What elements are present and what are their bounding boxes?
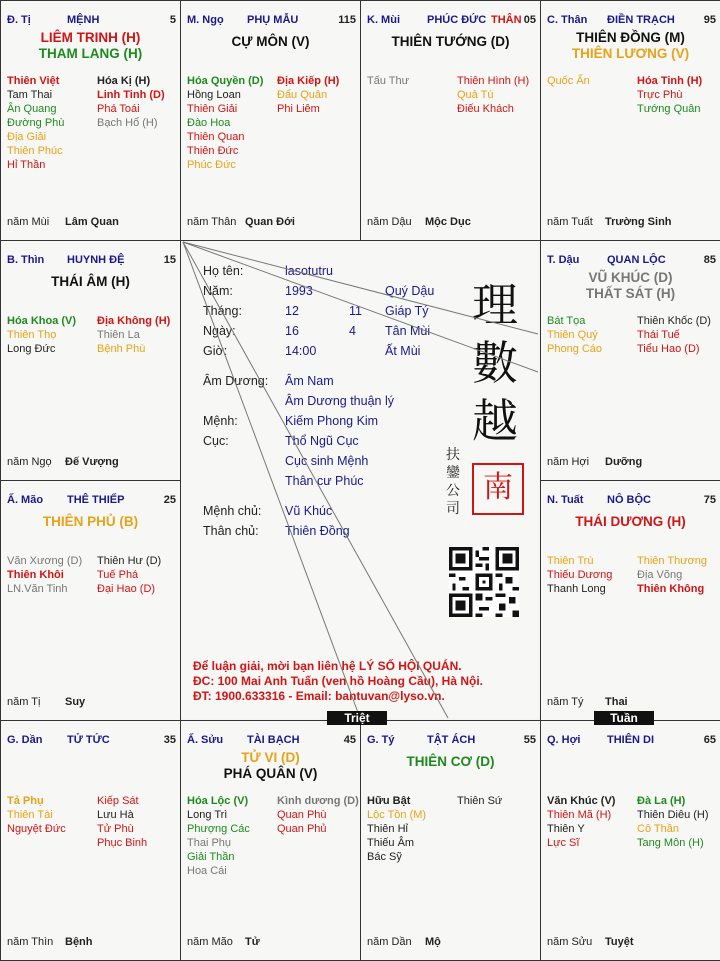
- star-item: Đẩu Quân: [277, 89, 328, 101]
- star-item: Thiên Quý: [547, 329, 598, 341]
- month-canchi: Giáp Tý: [385, 304, 429, 318]
- star-item: Văn Khúc (V): [547, 795, 616, 807]
- star-item: Hóa Lộc (V): [187, 795, 249, 807]
- year-canchi: Quý Dậu: [385, 284, 435, 298]
- star-item: Đại Hao (D): [97, 583, 156, 595]
- palace-number: 25: [163, 494, 176, 506]
- star-item: Thiên Hư (D): [97, 555, 162, 567]
- palace-year: năm Thân: [187, 216, 237, 228]
- contact-address: ĐC: 100 Mai Anh Tuấn (ven hồ Hoàng Cầu), Hà Nội.: [193, 674, 484, 688]
- star-item: Thiên La: [97, 329, 140, 341]
- palace-year: năm Mùi: [7, 216, 50, 228]
- main-star: PHÁ QUÂN (V): [223, 766, 318, 781]
- seal-char: 南: [483, 470, 513, 505]
- star-item: Quan Phù: [277, 809, 327, 821]
- palace-year: năm Sửu: [547, 936, 593, 948]
- star-item: Hóa Kị (H): [97, 75, 151, 87]
- palace-name: ĐIỀN TRẠCH: [607, 14, 675, 26]
- palace-number: 45: [343, 734, 356, 746]
- palace-year: năm Mão: [187, 936, 233, 948]
- menhchu-value: Vũ Khúc: [285, 504, 333, 518]
- label: Mệnh chủ:: [203, 504, 262, 518]
- star-item: Thiên Thương: [637, 555, 708, 567]
- palace-name: PHỤ MẪU: [247, 14, 299, 26]
- star-item: Hỉ Thần: [7, 159, 46, 171]
- palace-number: 5: [169, 14, 176, 26]
- palace-stage: Dưỡng: [605, 456, 643, 468]
- palace-branch: Ấ. Mão: [7, 494, 44, 506]
- star-item: Thiên Khốc (D): [637, 315, 711, 327]
- label: Năm:: [203, 284, 233, 298]
- palace-branch: G. Tý: [367, 734, 395, 746]
- star-item: Tiểu Hao (D): [637, 343, 700, 355]
- calli-char: 數: [472, 336, 518, 390]
- palace-year: năm Dần: [367, 936, 412, 948]
- star-item: Phượng Các: [187, 823, 250, 835]
- main-star: VŨ KHÚC (D): [588, 270, 673, 285]
- cuc-value: Thổ Ngũ Cục: [285, 434, 359, 448]
- main-star: THÁI DƯƠNG (H): [575, 514, 686, 529]
- palace-year: năm Hợi: [547, 456, 590, 468]
- palace-branch: Q. Hợi: [547, 734, 581, 746]
- star-item: Trực Phù: [637, 89, 683, 101]
- palace-branch: K. Mùi: [367, 14, 400, 26]
- palace-branch: T. Dậu: [547, 254, 580, 266]
- palace-name: NÔ BỘC: [607, 494, 651, 506]
- palace-year: năm Tý: [547, 696, 584, 708]
- star-item: Thiên Tài: [7, 809, 53, 821]
- star-item: Kình dương (D): [277, 795, 359, 807]
- label: Giờ:: [203, 344, 228, 358]
- star-item: Long Trì: [187, 809, 228, 821]
- main-star: THIÊN TƯỚNG (D): [391, 34, 510, 49]
- main-star: THIÊN LƯƠNG (V): [571, 46, 690, 61]
- star-item: Thiên Thọ: [7, 329, 57, 341]
- palace-year: năm Ngọ: [7, 456, 52, 468]
- cuc-value-3: Thân cư Phúc: [285, 474, 364, 488]
- palace-name: TỬ TỨC: [67, 734, 110, 746]
- star-item: Lực Sĩ: [547, 837, 580, 849]
- hour-canchi: Ất Mùi: [385, 344, 421, 358]
- palace-name: THÊ THIẾP: [67, 494, 125, 506]
- label: Thân chủ:: [203, 524, 259, 538]
- label: Họ tên:: [203, 264, 244, 278]
- star-item: Hữu Bật: [367, 795, 411, 807]
- star-item: Tử Phù: [97, 823, 134, 835]
- month-value: 12: [285, 304, 299, 318]
- palace-year: năm Tị: [7, 696, 41, 708]
- star-item: Lưu Hà: [97, 809, 134, 821]
- star-item: Địa Không (H): [97, 315, 171, 327]
- star-item: Long Đức: [7, 343, 56, 355]
- main-star: THẤT SÁT (H): [585, 286, 676, 301]
- palace-branch: B. Thìn: [7, 254, 45, 266]
- star-item: Thiên Hình (H): [457, 75, 530, 87]
- star-item: Đào Hoa: [187, 117, 231, 129]
- star-item: Quốc Ấn: [547, 75, 590, 87]
- day-lunar: 4: [349, 324, 356, 338]
- palace-number: 15: [163, 254, 176, 266]
- palace-stage: Mộ: [425, 936, 441, 948]
- palace-stage: Bệnh: [65, 936, 93, 948]
- star-item: Thai Phụ: [187, 837, 232, 849]
- star-item: Thiên Mã (H): [547, 809, 612, 821]
- palace-number: 115: [338, 14, 356, 26]
- palace-year: năm Dậu: [367, 216, 412, 228]
- day-canchi: Tân Mùi: [385, 324, 431, 338]
- month-lunar: 11: [349, 304, 362, 318]
- star-item: Thiên Đức: [187, 145, 239, 157]
- star-item: Thiên Không: [637, 583, 705, 595]
- palace-number: 55: [523, 734, 536, 746]
- main-star: TỬ VI (D): [241, 750, 300, 765]
- star-item: Lộc Tồn (M): [367, 809, 427, 821]
- palace-number: 95: [703, 14, 716, 26]
- star-item: Thiên Khôi: [7, 569, 64, 581]
- star-item: Phá Toái: [97, 103, 140, 115]
- palace-name: PHÚC ĐỨC: [427, 14, 487, 26]
- star-item: Hóa Quyền (D): [187, 75, 264, 87]
- palace-stage: Lâm Quan: [65, 216, 119, 228]
- star-item: Tang Môn (H): [637, 837, 704, 849]
- palace-year: năm Tuất: [547, 216, 593, 228]
- star-item: Thiên Quan: [187, 131, 245, 143]
- star-item: Thiên Sứ: [457, 795, 503, 807]
- contact-phone-email[interactable]: ĐT: 1900.633316 - Email: bantuvan@lyso.vn.: [193, 689, 445, 703]
- star-item: Bệnh Phù: [97, 343, 146, 355]
- contact-line: Để luận giải, mời bạn liên hệ LÝ SỐ HỘI QUÁN.: [193, 659, 462, 673]
- main-star: THIÊN PHỦ (B): [42, 514, 139, 529]
- main-star: THAM LANG (H): [38, 46, 143, 61]
- star-item: Thiên Y: [547, 823, 585, 835]
- star-item: Bác Sỹ: [367, 851, 402, 863]
- star-item: Phi Liêm: [277, 103, 320, 115]
- palace-stage: Mộc Dục: [425, 216, 471, 228]
- calli-char: 越: [472, 394, 518, 448]
- label: Ngày:: [203, 324, 236, 338]
- star-item: Tam Thai: [7, 89, 53, 101]
- than-marker: THÂN: [491, 14, 522, 26]
- star-item: Tấu Thư: [367, 75, 410, 87]
- star-item: Quan Phủ: [277, 823, 327, 835]
- day-value: 16: [285, 324, 299, 338]
- palace-stage: Quan Đới: [245, 216, 295, 228]
- calligraphy-small: 扶鑾公司: [446, 447, 460, 517]
- star-item: Kiếp Sát: [97, 795, 139, 807]
- palace-number: 85: [703, 254, 716, 266]
- star-item: Thiên Việt: [7, 75, 60, 87]
- star-item: Bạch Hổ (H): [97, 117, 158, 129]
- main-star: LIÊM TRINH (H): [40, 30, 141, 45]
- palace-name: QUAN LỘC: [607, 254, 666, 266]
- main-star: CỰ MÔN (V): [231, 34, 310, 49]
- star-item: Thái Tuế: [637, 329, 680, 341]
- menh-value: Kiếm Phong Kim: [285, 414, 379, 428]
- palace-stage: Tử: [245, 936, 260, 948]
- main-star: THÁI ÂM (H): [51, 274, 130, 289]
- star-item: Tuế Phá: [97, 569, 139, 581]
- palace-year: năm Thìn: [7, 936, 54, 948]
- star-item: Ân Quang: [7, 103, 57, 115]
- star-item: Địa Giải: [7, 131, 47, 143]
- calli-char: 理: [472, 278, 518, 332]
- cuc-value-2: Cục sinh Mệnh: [285, 454, 369, 468]
- star-item: Thiếu Dương: [547, 569, 613, 581]
- palace-stage: Tuyệt: [605, 936, 634, 948]
- palace-name: HUYNH ĐỆ: [67, 254, 125, 266]
- label: Âm Dương:: [203, 374, 269, 388]
- label: Tháng:: [203, 304, 242, 318]
- star-item: Phong Cáo: [547, 343, 603, 355]
- palace-branch: Ấ. Sửu: [187, 734, 224, 746]
- star-item: Địa Võng: [637, 569, 683, 581]
- star-item: Thiên Giải: [187, 103, 238, 115]
- palace-branch: Đ. Tị: [7, 14, 31, 26]
- palace-branch: G. Dần: [7, 734, 43, 746]
- palace-number: 65: [703, 734, 716, 746]
- label: Cục:: [203, 434, 229, 448]
- star-item: Bát Tọa: [547, 315, 586, 327]
- star-item: Đường Phù: [7, 117, 65, 129]
- main-star: THIÊN CƠ (D): [406, 754, 495, 769]
- star-item: Linh Tinh (D): [97, 89, 165, 101]
- year-value: 1993: [285, 284, 313, 298]
- star-item: Quả Tú: [457, 89, 494, 101]
- star-item: Thiên Diêu (H): [637, 809, 709, 821]
- palace-number: 05: [523, 14, 536, 26]
- amduong-value-2: Âm Dương thuận lý: [285, 394, 394, 408]
- palace-name: MỆNH: [67, 14, 100, 26]
- palace-branch: C. Thân: [547, 14, 588, 26]
- star-item: Phục Binh: [97, 837, 148, 849]
- star-item: Địa Kiếp (H): [277, 75, 340, 87]
- palace-name: TÀI BẠCH: [247, 734, 300, 746]
- triet-marker: Triệt: [327, 711, 387, 725]
- name-value: lasotutru: [285, 264, 333, 278]
- palace-branch: N. Tuất: [547, 494, 584, 506]
- main-star: THIÊN ĐỒNG (M): [576, 30, 685, 45]
- star-item: LN.Văn Tinh: [7, 583, 68, 595]
- palace-name: TẬT ÁCH: [427, 734, 476, 746]
- star-item: Hồng Loan: [187, 89, 241, 101]
- star-item: Nguyệt Đức: [7, 823, 66, 835]
- star-item: Tướng Quân: [637, 103, 701, 115]
- amduong-value: Âm Nam: [285, 374, 334, 388]
- palace-stage: Suy: [65, 696, 86, 708]
- palace-stage: Thai: [605, 696, 628, 708]
- star-item: Thanh Long: [547, 583, 606, 595]
- star-item: Thiên Phúc: [7, 145, 63, 157]
- star-item: Hoa Cái: [187, 865, 227, 877]
- star-item: Tả Phụ: [7, 795, 44, 807]
- label: Mệnh:: [203, 414, 238, 428]
- star-item: Đà La (H): [637, 795, 686, 807]
- palace-stage: Trường Sinh: [605, 216, 672, 228]
- star-item: Thiếu Âm: [367, 837, 415, 849]
- star-item: Điếu Khách: [457, 103, 514, 115]
- star-item: Hóa Khoa (V): [7, 315, 77, 327]
- palace-number: 75: [703, 494, 716, 506]
- star-item: Văn Xương (D): [7, 555, 83, 567]
- hour-value: 14:00: [285, 344, 317, 358]
- palace-branch: M. Ngọ: [187, 14, 224, 26]
- tuan-marker: Tuần: [594, 711, 654, 725]
- palace-stage: Đế Vượng: [65, 456, 119, 468]
- star-item: Giải Thần: [187, 851, 235, 863]
- star-item: Phúc Đức: [187, 159, 236, 171]
- palace-name: THIÊN DI: [607, 734, 655, 746]
- palace-number: 35: [163, 734, 176, 746]
- star-item: Thiên Trù: [547, 555, 594, 567]
- star-item: Hóa Tinh (H): [637, 75, 703, 87]
- star-item: Thiên Hỉ: [367, 823, 408, 835]
- thanchu-value: Thiên Đồng: [285, 524, 350, 538]
- star-item: Cô Thần: [637, 823, 679, 835]
